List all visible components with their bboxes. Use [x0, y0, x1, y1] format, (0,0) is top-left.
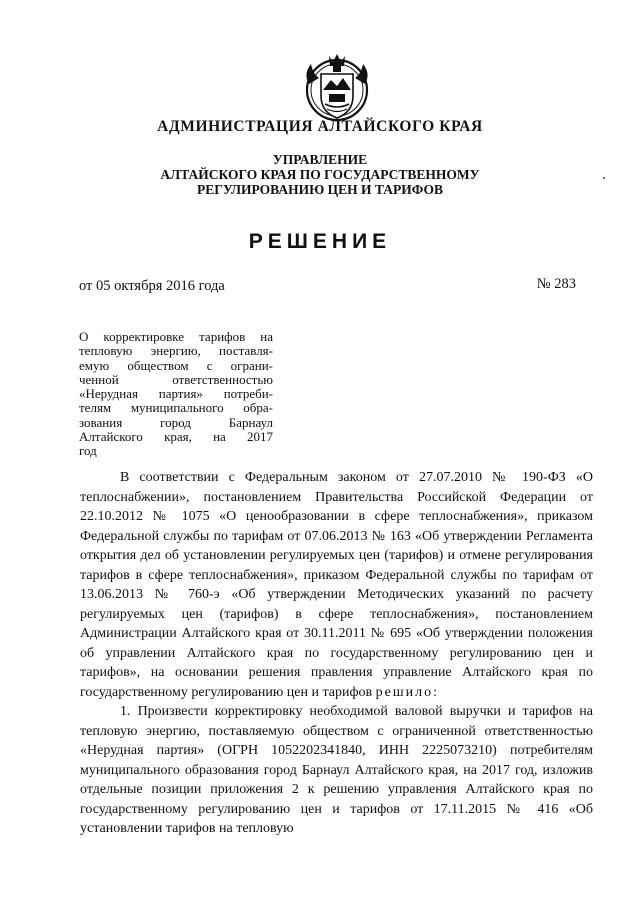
- document-body: [80, 468, 593, 839]
- department-line: РЕГУЛИРОВАНИЮ ЦЕН И ТАРИФОВ: [196, 182, 444, 197]
- subject-line: год: [79, 443, 97, 459]
- document-subject: [79, 330, 273, 459]
- subject-line: емую обществом с ограни-: [79, 357, 273, 373]
- subject-line: «Нерудная партия» потреби-: [79, 386, 273, 402]
- body-paragraph-item-1: 1. Произвести корректировку необходимой валовой выручки и тарифов на тепловую энергию, поставляемую обществом с ограниченной ответственностью «Нерудная партия» (ОГРН 1052202341840, ИНН 2225073210) потребителям муниципального образования город Барнаул Алтайского края, на 2017 год, изложив отдельные позиции приложения 2 к решению управления Алтайского края по государственному регулированию цен и тарифов от 17.11.2015 № 416 «Об установлении тарифов на тепловую: [80, 704, 593, 836]
- document-type-heading: РЕШЕНИЕ: [248, 230, 392, 253]
- coat-of-arms-emblem: [299, 50, 375, 126]
- preamble-text: В соответствии с Федеральным законом от 27.07.2010 № 190-ФЗ «О теплоснабжении», постановлением Правительства Российской Федерации от 22.10.2012 № 1075 «О ценообразовании в сфере теплоснабжения», приказом Федеральной службы по тарифам от 07.06.2013 № 163 «Об утверждении Регламента открытия дел об установлении регулируемых цен (тарифов) и отмене регулирования тарифов в сфере теплоснабжения», приказом Федеральной службы по тарифам от 13.06.2013 № 760-э «Об утверждении Методических указаний по расчету регулируемых цен (тарифов) в сфере теплоснабжения», постановлением Администрации Алтайского края от 30.11.2011 № 695 «Об утверждении положения об управлении Алтайского края по государственному регулированию цен и тарифов», на основании решения правления управление Алтайского края по государственному регулированию цен и тарифов: [80, 470, 593, 700]
- scan-speck: [603, 177, 605, 179]
- decided-word: решило:: [375, 684, 440, 700]
- subject-line: тепловую энергию, поставля-: [79, 343, 273, 359]
- subject-line: Алтайского края, на 2017: [79, 429, 273, 445]
- body-paragraph-preamble: [80, 468, 593, 702]
- department-line: УПРАВЛЕНИЕ: [272, 152, 368, 167]
- subject-line: зования город Барнаул: [79, 414, 273, 430]
- subject-line: О корректировке тарифов на: [79, 329, 273, 344]
- document-number: № 283: [536, 276, 576, 292]
- department-title: [0, 152, 640, 197]
- subject-line: ченной ответственностью: [79, 371, 273, 387]
- department-line: АЛТАЙСКОГО КРАЯ ПО ГОСУДАРСТВЕННОМУ: [160, 167, 480, 182]
- subject-line: телям муниципального обра-: [79, 400, 273, 416]
- document-date: от 05 октября 2016 года: [79, 278, 225, 294]
- organization-title: АДМИНИСТРАЦИЯ АЛТАЙСКОГО КРАЯ: [157, 118, 483, 135]
